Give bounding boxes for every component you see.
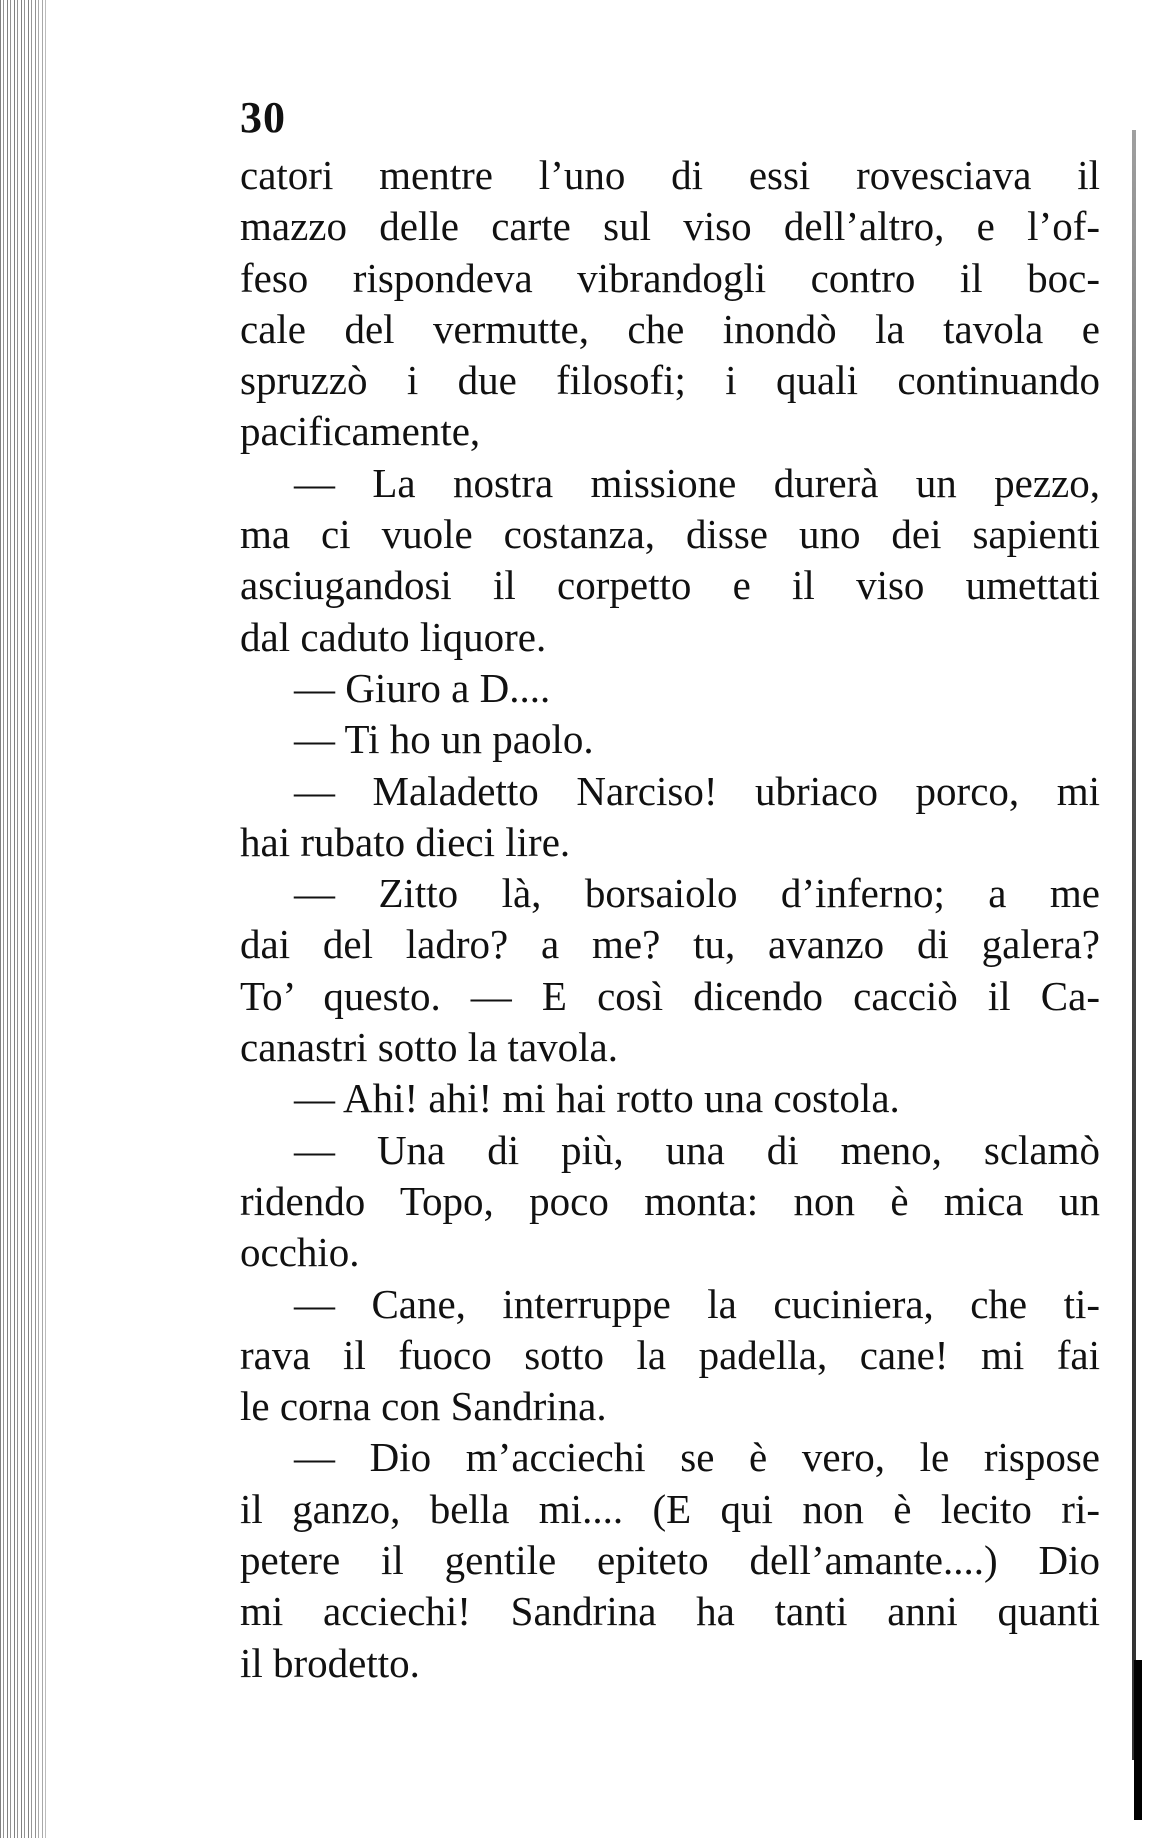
text-line: petere il gentile epiteto dell’amante....) Dio [240,1537,1100,1584]
text-line: — La nostra missione durerà un pezzo, [294,459,1100,506]
text-line: occhio. [240,1229,360,1276]
text-line: — Maladetto Narciso! ubriaco porco, mi [294,767,1100,814]
text-line: feso rispondeva vibrandogli contro il boc- [240,254,1100,301]
text-line: To’ questo. — E così dicendo cacciò il Ca- [240,972,1100,1019]
text-line: — Dio m’acciechi se è vero, le rispose [294,1434,1100,1481]
text-line: rava il fuoco sotto la padella, cane! mi fai [240,1331,1100,1378]
text-line: le corna con Sandrina. [240,1383,607,1430]
text-line: mi acciechi! Sandrina ha tanti anni quanti [240,1588,1100,1635]
text-line: asciugandosi il corpetto e il viso umettati [240,562,1100,609]
text-line: dai del ladro? a me? tu, avanzo di galera? [240,921,1100,968]
text-line: — Cane, interruppe la cuciniera, che ti- [294,1280,1100,1327]
right-page-edge [1132,130,1136,1760]
text-line: cale del vermutte, che inondò la tavola e [240,305,1100,352]
page-number: 30 [240,93,286,142]
text-line: — Zitto là, borsaiolo d’inferno; a me [294,870,1100,917]
text-line: ma ci vuole costanza, disse uno dei sapienti [240,511,1100,558]
text-line: il ganzo, bella mi.... (E qui non è lecito ri- [240,1485,1100,1532]
text-line: hai rubato dieci lire. [240,818,571,865]
text-line: — Giuro a D.... [294,664,551,711]
text-line: spruzzò i due filosofi; i quali continuando [240,357,1100,404]
text-line: — Ahi! ahi! mi hai rotto una costola. [294,1075,900,1122]
text-line: dal caduto liquore. [240,613,547,660]
binding-edge-fade [30,0,70,1838]
text-line: catori mentre l’uno di essi rovesciava il [240,152,1100,198]
text-line: — Una di più, una di meno, sclamò [294,1126,1100,1173]
right-page-edge-dark [1134,1660,1142,1820]
text-line: mazzo delle carte sul viso dell’altro, e l’of- [240,203,1100,250]
text-line: — Ti ho un paolo. [294,716,594,763]
text-line: pacificamente, [240,408,481,455]
text-line: ridendo Topo, poco monta: non è mica un [240,1177,1100,1224]
text-line: il brodetto. [240,1639,420,1686]
body-text [240,150,1100,1689]
text-line: canastri sotto la tavola. [240,1024,618,1071]
